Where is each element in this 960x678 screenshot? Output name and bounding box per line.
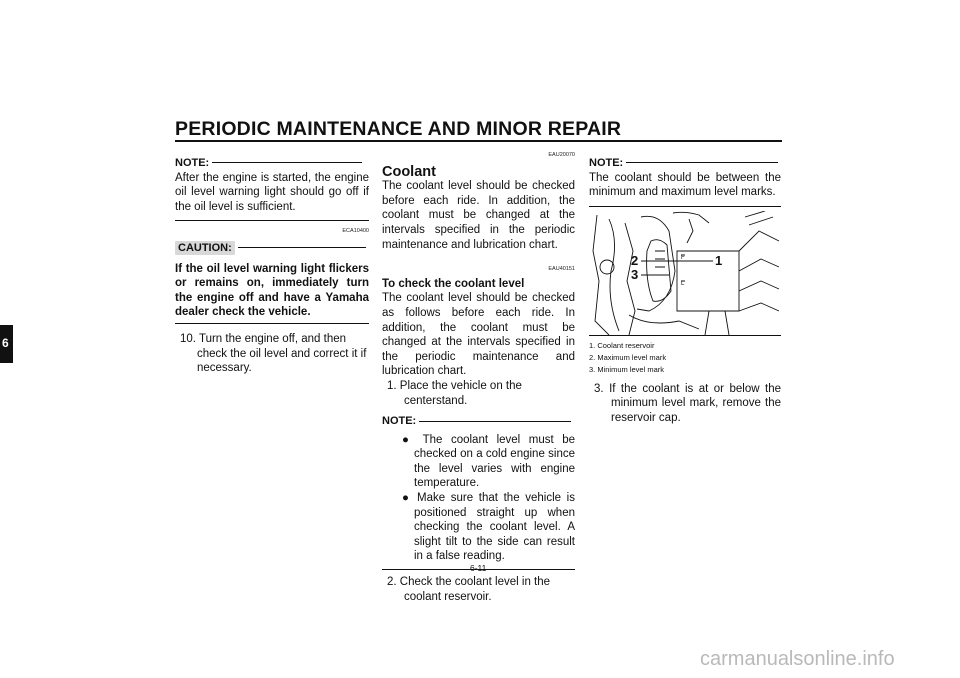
note-label: NOTE: <box>175 157 210 169</box>
note-text-3: The coolant should be between the minimum and maximum level marks. <box>589 171 781 199</box>
caution-heading <box>175 241 369 256</box>
bullet-1: ● The coolant level must be checked on a cold engine since the level varies with engine temperature. <box>402 433 575 490</box>
caution-text: If the oil level warning light flickers or remains on, immediately turn the engine off and have a Yamaha dealer check the vehicle. <box>175 262 369 319</box>
coolant-heading: Coolant <box>382 163 436 180</box>
check-text: The coolant level should be checked as follows before each ride. In addition, the coolant must be changed at the intervals specified in the periodic maintenance and lubrication chart. <box>382 292 575 378</box>
step-3: 3. If the coolant is at or below the minimum level mark, remove the reservoir cap. <box>594 382 781 424</box>
page-title: PERIODIC MAINTENANCE AND MINOR REPAIR <box>175 118 622 140</box>
callout-3: 3 <box>631 266 639 282</box>
note-heading-2 <box>382 414 575 429</box>
caution-rule <box>238 247 366 248</box>
step-10: 10. Turn the engine off, and then check the oil level and correct it if necessary. <box>180 332 367 375</box>
caption-2: 2. Maximum level mark <box>589 352 667 362</box>
chapter-tab-number: 6 <box>2 336 9 350</box>
bullet-2-text: Make sure that the vehicle is positioned straight up when checking the coolant level. A slight tilt to the side can result in a false reading. <box>414 492 575 563</box>
caption-3: 3. Minimum level mark <box>589 364 665 374</box>
column-2 <box>382 148 575 604</box>
note-rule-3 <box>626 162 778 163</box>
page-number: 6-11 <box>470 563 487 573</box>
column-1 <box>175 156 369 376</box>
note-text: After the engine is started, the engine oil level warning light should go off if the oil level is sufficient. <box>175 171 369 213</box>
note-heading <box>175 156 369 171</box>
title-rule <box>175 140 782 142</box>
step-1: 1. Place the vehicle on the centerstand. <box>387 379 522 407</box>
caption-1: 1. Coolant reservoir <box>589 340 655 350</box>
watermark: carmanualsonline.info <box>700 648 895 670</box>
bullet-2: ● Make sure that the vehicle is positioned straight up when checking the coolant level. A slight tilt to the side can result in a false reading. <box>402 492 575 563</box>
chapter-tab <box>0 325 13 363</box>
step-2: 2. Check the coolant level in the coolant reservoir. <box>387 576 551 603</box>
check-heading: To check the coolant level <box>382 277 525 290</box>
note-label-3: NOTE: <box>589 157 624 169</box>
low-mark-l: L <box>681 280 685 287</box>
callout-2: 2 <box>631 252 639 268</box>
engine-illustration <box>589 211 781 335</box>
note-end-rule <box>175 220 369 221</box>
fill-mark-f: F <box>681 254 685 261</box>
coolant-text: The coolant level should be checked before each ride. In addition, the coolant must be changed at the intervals specified in the periodic maintenance and lubrication chart. <box>382 180 575 251</box>
check-code: EAU40151 <box>548 266 575 273</box>
column-3 <box>589 156 781 426</box>
callout-1: 1 <box>715 252 723 268</box>
caution-label: CAUTION: <box>175 241 235 255</box>
coolant-code: EAU20070 <box>548 152 575 158</box>
note-rule <box>212 162 362 163</box>
note-rule-2 <box>419 421 571 422</box>
note-end-rule-3 <box>589 206 781 207</box>
caution-end-rule <box>175 323 369 324</box>
note-heading-3 <box>589 156 781 171</box>
figure-captions <box>589 340 781 376</box>
bullet-1-text: The coolant level must be checked on a cold engine since the level varies with engine temperature. <box>414 433 575 490</box>
caution-code: ECA10400 <box>342 228 369 235</box>
coolant-reservoir-figure <box>589 211 781 335</box>
note-label-2: NOTE: <box>382 415 417 428</box>
